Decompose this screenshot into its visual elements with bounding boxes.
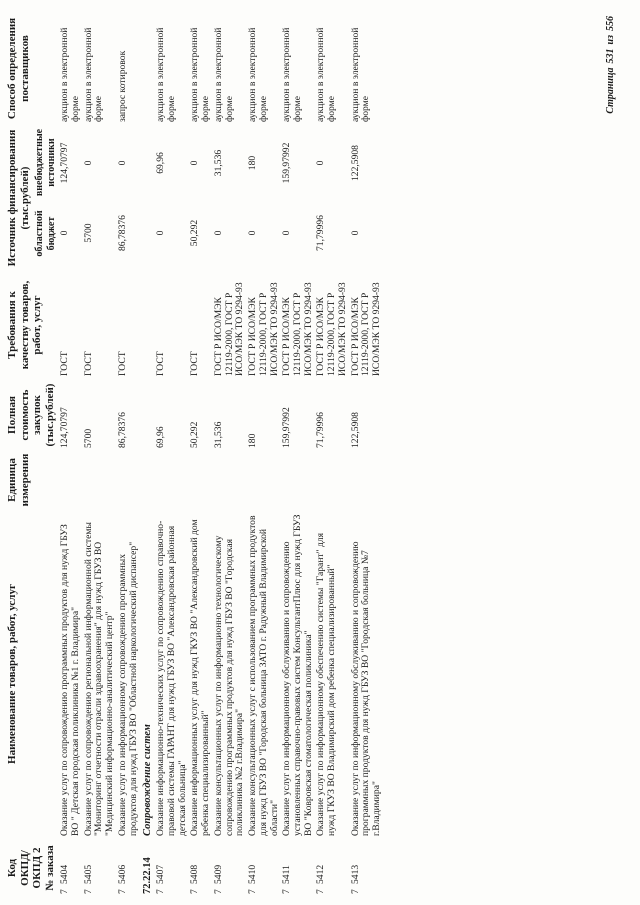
section-title: Сопровождение систем (142, 724, 154, 836)
extrabudgetary-value: 159,97992 (281, 142, 293, 184)
item-cost: 180 (247, 433, 259, 448)
regional-budget-value: 0 (281, 230, 293, 236)
section-code: 72.22.14 (142, 857, 154, 894)
order-code: 5407 (155, 864, 167, 884)
extrabudgetary-value: 0 (189, 160, 201, 166)
order-prefix: 7 (281, 889, 293, 894)
header-row (4, 12, 59, 897)
supplier-method: аукцион в электронной форме (155, 27, 177, 122)
item-unit (247, 451, 281, 509)
item-requirements: ГОСТ (189, 351, 201, 376)
regional-budget-value: 0 (155, 230, 167, 236)
item-name: Оказание услуг по информационному сопровождению программных продуктов для нужд ГБУЗ ВО "Областной наркологический диспансер" (116, 541, 139, 836)
item-name: Оказание услуг по сопровождению региональной информационной системы "Мониторинг отчетности отрасли здравоохранения" для нужд ГБУЗ ВО "Медицинский информационно-аналитический центр" (82, 522, 116, 836)
item-requirements: ГОСТ Р ИСО/МЭК 12119-2000, ГОСТ Р ИСО/МЭК ТО 9294-93 (349, 282, 383, 376)
item-name: Оказание информационных услуг для нужд ГКУЗ ВО "Александровский дом ребенка специализированный" (189, 519, 212, 836)
extrabudgetary-value: 180 (247, 155, 259, 171)
item-financing (247, 125, 281, 271)
order-prefix: 7 (59, 889, 71, 894)
order-number (281, 839, 315, 897)
order-prefix: 7 (349, 889, 361, 894)
order-code: 5410 (247, 864, 259, 884)
item-name: Оказание услуг по информационному обслуживанию и сопровождению программных продуктов для нужд ГБУЗ ВО "Городская больница №7 г.Владимира" (349, 541, 383, 836)
page-total: 556 (605, 16, 616, 31)
item-name: Оказание услуг по информационному обслуживанию и сопровождению установленных справочно-правовых систем КонсультантПлюс для нужд ГБУЗ ВО "Ковровская стоматологическая поликлиника" (281, 514, 314, 836)
order-prefix: 7 (82, 889, 94, 894)
header-name: Наименование товаров, работ, услуг (6, 584, 18, 764)
header-financing (4, 125, 59, 271)
item-cost: 50,292 (189, 421, 201, 448)
item-requirements: ГОСТ Р ИСО/МЭК 12119-2000, ГОСТ Р ИСО/МЭК ТО 9294-93 (247, 282, 280, 376)
table-row (117, 12, 140, 897)
extrabudgetary-value: 124,70797 (59, 142, 71, 184)
table-row (281, 12, 315, 897)
item-requirements: ГОСТ (116, 351, 128, 376)
extrabudgetary-value: 0 (82, 160, 94, 166)
header-financing-subheads (34, 127, 57, 269)
item-cost: 5700 (82, 428, 94, 448)
item-unit (315, 451, 349, 509)
item-unit (59, 451, 82, 509)
order-number (247, 839, 281, 897)
extrabudgetary-value: 122,5908 (349, 145, 361, 181)
financing-values (316, 128, 327, 268)
item-financing (83, 125, 117, 271)
supplier-method: аукцион в электронной форме (82, 27, 105, 122)
table-row (350, 12, 384, 897)
supplier-method: запрос котировок (116, 50, 128, 122)
order-prefix: 7 (116, 889, 128, 894)
item-unit (117, 451, 140, 509)
item-financing (281, 125, 315, 271)
supplier-method: аукцион в электронной форме (59, 27, 82, 122)
page-current: 531 (605, 48, 616, 64)
supplier-method: аукцион в электронной форме (281, 27, 303, 122)
order-code: 5413 (349, 864, 361, 884)
order-code: 5404 (59, 864, 71, 884)
order-prefix: 7 (315, 889, 327, 894)
order-prefix: 7 (247, 889, 259, 894)
header-regional-budget: областной бюджет (34, 210, 57, 257)
table-body (59, 12, 384, 897)
item-requirements: ГОСТ Р ИСО/МЭК 12119-2000, ГОСТ Р ИСО/МЭК ТО 9294-93 (212, 282, 246, 376)
regional-budget-value: 0 (247, 230, 259, 236)
item-requirements: ГОСТ (82, 351, 94, 376)
regional-budget-value: 0 (212, 230, 224, 236)
order-number (83, 839, 117, 897)
item-unit (189, 451, 212, 509)
procurement-table (4, 12, 384, 897)
extrabudgetary-value: 0 (315, 160, 327, 166)
extrabudgetary-value: 69,96 (155, 152, 167, 174)
table-row (213, 12, 247, 897)
item-financing (117, 125, 140, 271)
financing-values (118, 128, 129, 268)
item-financing (59, 125, 82, 271)
regional-budget-value: 5700 (82, 223, 94, 243)
extrabudgetary-value: 0 (116, 160, 128, 166)
item-cost: 122,5908 (349, 412, 361, 448)
item-financing (315, 125, 349, 271)
item-cost: 69,96 (155, 426, 167, 448)
order-number (213, 839, 247, 897)
header-code: Код ОКПД/ ОКПД 2 № заказа (6, 845, 56, 891)
financing-values (248, 128, 259, 268)
header-requirements: Требования к качеству товаров, работ, услуг (6, 280, 44, 370)
item-cost: 124,70797 (59, 407, 71, 448)
item-name: Оказание услуг по информационному обеспечению системы "Гарант" для нужд ГКУЗ ВО Владимирский дом ребенка специализированный" (315, 532, 338, 836)
page-sep: из (605, 35, 616, 45)
table-row (189, 12, 212, 897)
financing-values (60, 128, 71, 268)
regional-budget-value: 50,292 (189, 219, 201, 247)
header-extrabudgetary: внебюджетные источники (34, 128, 57, 197)
table-row (59, 12, 82, 897)
extrabudgetary-value: 31,536 (212, 149, 224, 177)
item-unit (350, 451, 384, 509)
financing-values (214, 128, 225, 268)
financing-values (190, 128, 201, 268)
item-name: Оказание консультационных услуг с использованием программных продуктов для нужд ГБУЗ ВО "Городская больница ЗАТО г. Радужный Владимирской области" (247, 515, 280, 836)
order-number (59, 839, 82, 897)
order-number (350, 839, 384, 897)
item-cost: 71,79996 (315, 412, 327, 448)
item-name: Оказание услуг по сопровождению программных продуктов для нужд ГБУЗ ВО " Детская городская поликлиника №1 г. Владимира" (59, 524, 82, 836)
regional-budget-value: 86,78376 (116, 215, 128, 251)
supplier-method: аукцион в электронной форме (349, 27, 372, 122)
item-unit (213, 451, 247, 509)
table-row (155, 12, 189, 897)
supplier-method: аукцион в электронной форме (212, 27, 235, 122)
supplier-method: аукцион в электронной форме (315, 27, 338, 122)
item-unit (155, 451, 189, 509)
table-row (83, 12, 117, 897)
order-prefix: 7 (189, 889, 201, 894)
order-code: 5409 (212, 864, 224, 884)
section-row (140, 12, 155, 897)
supplier-method: аукцион в электронной форме (247, 27, 269, 122)
order-number (155, 839, 189, 897)
financing-values (156, 128, 167, 268)
item-requirements: ГОСТ (155, 351, 167, 376)
order-code: 5412 (315, 864, 327, 884)
order-code: 5411 (281, 865, 293, 884)
order-number (315, 839, 349, 897)
item-cost: 159,97992 (281, 407, 293, 448)
item-financing (155, 125, 189, 271)
item-requirements: ГОСТ Р ИСО/МЭК 12119-2000, ГОСТ Р ИСО/МЭК ТО 9294-93 (281, 282, 314, 376)
header-financing-title: Источник финансирования (тыс.рублей) (6, 129, 31, 267)
financing-values (84, 128, 95, 268)
section-title-cell (140, 12, 155, 839)
order-code: 5405 (82, 864, 94, 884)
order-prefix: 7 (155, 889, 167, 894)
item-name: Оказание информационно-технических услуг по сопровождению справочно-правовой системы ГАРАНТ для нужд ГБУЗ ВО "Александровская районная детская больница" (155, 520, 188, 836)
item-unit (83, 451, 117, 509)
page-label: Страница (605, 67, 616, 114)
item-name: Оказание консультационных услуг по информационно технологическому сопровождению программных продуктов для нужд ГБУЗ ВО "Городская поликлиника №2 г.Владимира" (212, 535, 246, 836)
item-financing (213, 125, 247, 271)
order-number (117, 839, 140, 897)
order-prefix: 7 (212, 889, 224, 894)
supplier-method: аукцион в электронной форме (189, 27, 212, 122)
regional-budget-value: 0 (59, 230, 71, 236)
regional-budget-value: 71,79996 (315, 215, 327, 251)
item-requirements: ГОСТ Р ИСО/МЭК 12119-2000, ГОСТ Р ИСО/МЭК ТО 9294-93 (315, 282, 348, 376)
item-requirements: ГОСТ (59, 351, 71, 376)
header-cost: Полная стоимость закупок (тыс.рублей) (6, 383, 56, 447)
regional-budget-value: 0 (349, 230, 361, 236)
item-financing (189, 125, 212, 271)
item-unit (281, 451, 315, 509)
table-row (247, 12, 281, 897)
order-code: 5408 (189, 864, 201, 884)
header-method: Способ определения поставщиков (6, 17, 31, 120)
order-number (189, 839, 212, 897)
item-cost: 31,536 (212, 421, 224, 448)
table-row (315, 12, 349, 897)
financing-values (351, 128, 362, 268)
item-cost: 86,78376 (116, 412, 128, 448)
order-code: 5406 (116, 864, 128, 884)
page-number (605, 12, 616, 114)
item-financing (350, 125, 384, 271)
header-unit: Единица измерения (6, 453, 31, 507)
financing-values (282, 128, 293, 268)
